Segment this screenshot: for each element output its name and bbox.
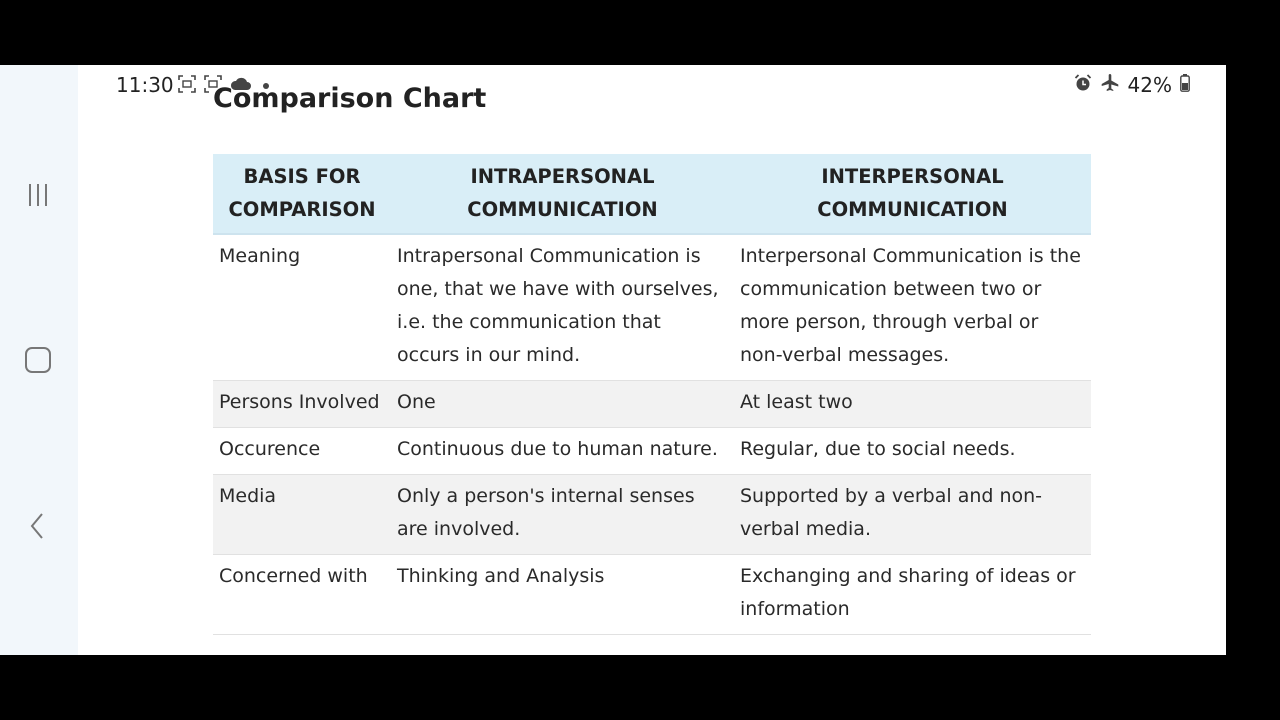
row-label: Occurence <box>213 428 391 475</box>
intrapersonal-cell: Only a person's internal senses are involved. <box>391 475 734 555</box>
airplane-icon <box>1100 73 1120 97</box>
row-label: Meaning <box>213 234 391 381</box>
row-label: Concerned with <box>213 555 391 635</box>
status-icons-right <box>1074 73 1190 97</box>
home-icon[interactable] <box>20 342 56 378</box>
table-row <box>213 381 1091 428</box>
column-header-basis: BASIS FOR COMPARISON <box>213 154 391 234</box>
intrapersonal-cell: Intrapersonal Communication is one, that we have with ourselves, i.e. the communication that occurs in our mind. <box>391 234 734 381</box>
intrapersonal-cell: Continuous due to human nature. <box>391 428 734 475</box>
interpersonal-cell: Supported by a verbal and non-verbal media. <box>734 475 1091 555</box>
screenshot-icon <box>178 75 196 97</box>
alarm-icon <box>1074 74 1092 96</box>
recents-icon[interactable] <box>20 177 56 213</box>
table-row <box>213 475 1091 555</box>
table-row <box>213 428 1091 475</box>
row-label: Media <box>213 475 391 555</box>
interpersonal-cell: Regular, due to social needs. <box>734 428 1091 475</box>
navigation-bar <box>0 65 79 655</box>
battery-percentage: 42% <box>1127 73 1172 97</box>
page-heading: Comparison Chart <box>213 83 487 114</box>
comparison-table <box>213 154 1091 635</box>
back-icon[interactable] <box>20 508 56 544</box>
battery-icon <box>1180 74 1190 96</box>
interpersonal-cell: Exchanging and sharing of ideas or information <box>734 555 1091 635</box>
device-screen <box>0 65 1226 655</box>
table-header-row <box>213 154 1091 234</box>
table-row <box>213 555 1091 635</box>
table-row <box>213 234 1091 381</box>
intrapersonal-cell: Thinking and Analysis <box>391 555 734 635</box>
column-header-intrapersonal: INTRAPERSONAL COMMUNICATION <box>391 154 734 234</box>
intrapersonal-cell: One <box>391 381 734 428</box>
interpersonal-cell: Interpersonal Communication is the communication between two or more person, through verbal or non-verbal messages. <box>734 234 1091 381</box>
row-label: Persons Involved <box>213 381 391 428</box>
interpersonal-cell: At least two <box>734 381 1091 428</box>
status-time: 11:30 <box>116 73 174 97</box>
column-header-interpersonal: INTERPERSONAL COMMUNICATION <box>734 154 1091 234</box>
